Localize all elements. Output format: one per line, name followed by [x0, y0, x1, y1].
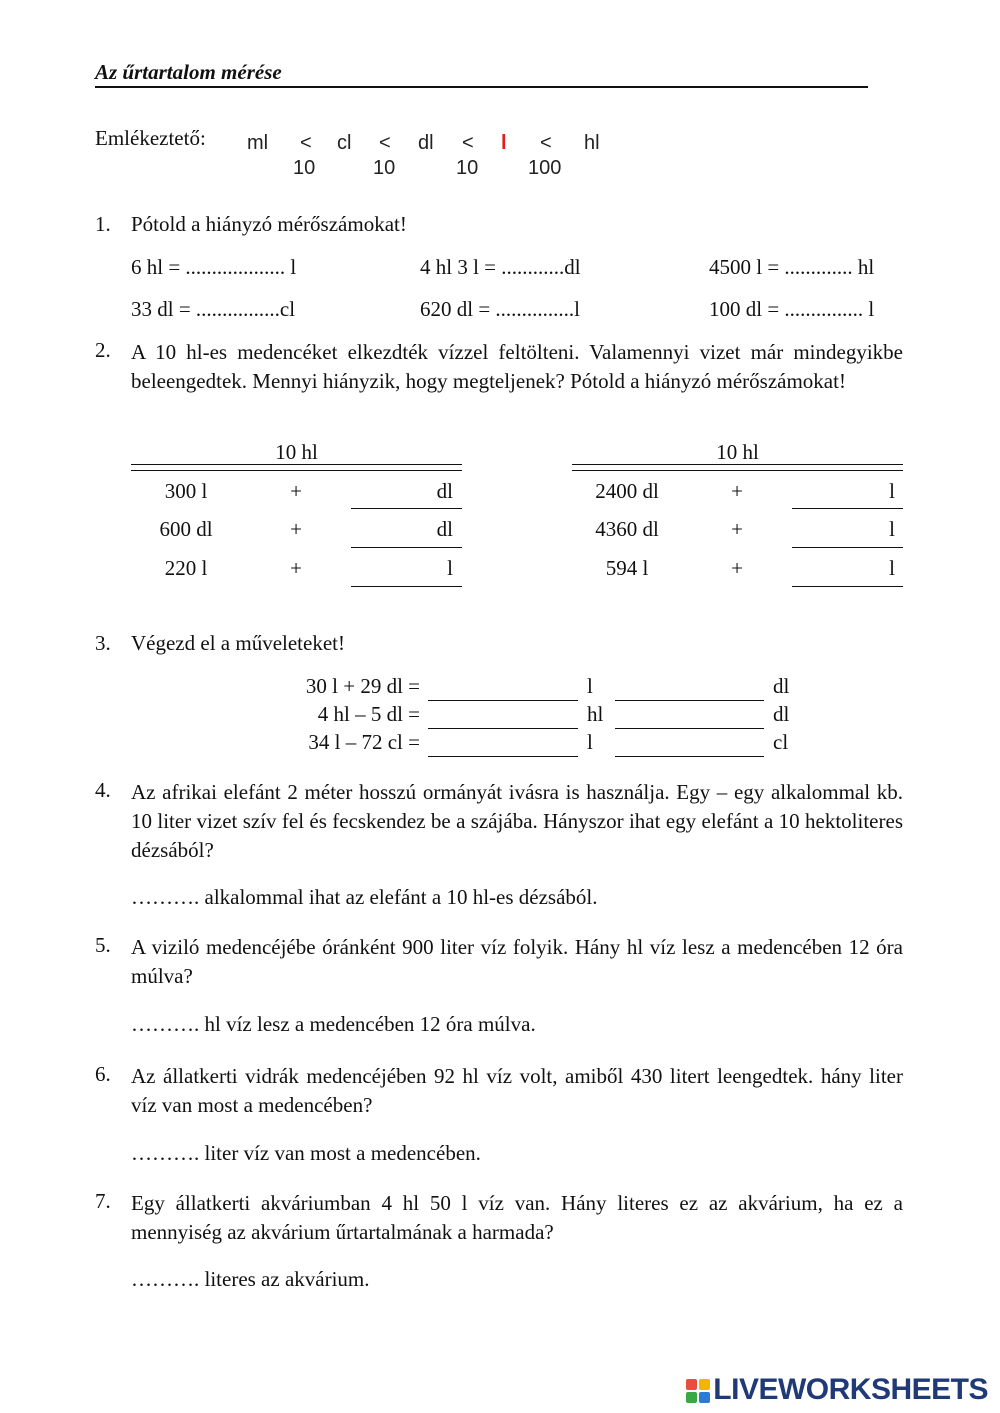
table-unit: dl [436, 479, 453, 503]
unit-cl: cl [337, 132, 352, 154]
unit: hl [587, 702, 604, 726]
q5-number: 5. [95, 933, 111, 957]
lt-sign: < [300, 132, 312, 154]
plus-sign: + [731, 517, 743, 541]
q1-number: 1. [95, 212, 111, 236]
q2-number: 2. [95, 338, 111, 362]
double-rule [131, 464, 462, 471]
factor: 10 [456, 157, 479, 179]
q6-answer: ………. liter víz van most a medencében. [131, 1141, 481, 1165]
q5-text: A viziló medencéjébe óránként 900 liter víz folyik. Hány hl víz lesz a medencében 12 óra múlva? [131, 935, 903, 988]
unit-ml: ml [247, 132, 269, 154]
table-header: 10 hl [716, 440, 759, 464]
unit-l-highlighted: l [501, 132, 507, 154]
lt-sign: < [462, 132, 474, 154]
q1-text: Pótold a hiányzó mérőszámokat! [131, 212, 407, 236]
unit-dl: dl [418, 132, 434, 154]
q1-item: 100 dl = ............... l [709, 297, 875, 321]
liveworksheets-logo[interactable] [686, 1373, 988, 1407]
answer-blank[interactable] [428, 756, 578, 757]
q1-item: 6 hl = ................... l [131, 255, 297, 279]
answer-blank[interactable] [792, 586, 903, 587]
factor: 100 [528, 157, 562, 179]
table-unit: l [889, 517, 895, 541]
table-cell: 594 l [605, 556, 649, 580]
q7-number: 7. [95, 1189, 111, 1213]
table-unit: dl [436, 517, 453, 541]
expression: 30 l + 29 dl = [305, 674, 420, 698]
expression: 34 l – 72 cl = [308, 730, 420, 754]
table-cell: 4360 dl [595, 517, 659, 541]
worksheet-title: Az űrtartalom mérése [95, 60, 868, 88]
table-unit: l [889, 556, 895, 580]
answer-blank[interactable] [792, 508, 903, 509]
q1-item: 620 dl = ...............l [420, 297, 581, 321]
q3-text: Végezd el a műveleteket! [131, 631, 345, 655]
q1-item: 4500 l = ............. hl [709, 255, 875, 279]
table-cell: 300 l [164, 479, 208, 503]
plus-sign: + [731, 556, 743, 580]
unit: dl [773, 674, 790, 698]
q6-number: 6. [95, 1062, 111, 1086]
q1-item: 4 hl 3 l = ............dl [420, 255, 581, 279]
q4-text: Az afrikai elefánt 2 méter hosszú ormányát ivásra is használja. Egy – egy alkalommal kb. 10 liter vizet szív fel és fecskendez be a szájába. Hányszor ihat egy elefánt a 10 hektoliteres dézsából? [131, 780, 903, 862]
unit: dl [773, 702, 790, 726]
table-cell: 2400 dl [595, 479, 659, 503]
q7-answer: ………. literes az akvárium. [131, 1267, 370, 1291]
unit: cl [773, 730, 789, 754]
unit: l [587, 730, 593, 754]
table-header: 10 hl [275, 440, 318, 464]
answer-blank[interactable] [615, 756, 764, 757]
answer-blank[interactable] [615, 700, 764, 701]
unit: l [587, 674, 593, 698]
answer-blank[interactable] [351, 547, 462, 548]
q7-text: Egy állatkerti akváriumban 4 hl 50 l víz van. Hány literes ez az akvárium, ha ez a mennyiség az akvárium űrtartalmának a harmada? [131, 1191, 903, 1244]
table-cell: 220 l [164, 556, 208, 580]
reminder-label: Emlékeztető: [95, 126, 206, 150]
answer-blank[interactable] [428, 728, 578, 729]
table-unit: l [447, 556, 453, 580]
q1-item: 33 dl = ................cl [131, 297, 296, 321]
answer-blank[interactable] [792, 547, 903, 548]
plus-sign: + [290, 556, 302, 580]
q3-number: 3. [95, 631, 111, 655]
table-unit: l [889, 479, 895, 503]
expression: 4 hl – 5 dl = [317, 702, 420, 726]
answer-blank[interactable] [351, 508, 462, 509]
logo-text: LIVEWORKSHEETS [713, 1373, 988, 1406]
answer-blank[interactable] [615, 728, 764, 729]
q4-number: 4. [95, 778, 111, 802]
answer-blank[interactable] [351, 586, 462, 587]
q5-answer: ………. hl víz lesz a medencében 12 óra múlva. [131, 1012, 536, 1036]
table-cell: 600 dl [159, 517, 213, 541]
q4-answer: ………. alkalommal ihat az elefánt a 10 hl-es dézsából. [131, 885, 598, 909]
plus-sign: + [290, 479, 302, 503]
lt-sign: < [379, 132, 391, 154]
lt-sign: < [540, 132, 552, 154]
q6-text: Az állatkerti vidrák medencéjében 92 hl víz volt, amiből 430 litert leengedtek. hány liter víz van most a medencében? [131, 1064, 903, 1117]
logo-icon [686, 1379, 710, 1403]
plus-sign: + [731, 479, 743, 503]
factor: 10 [373, 157, 396, 179]
answer-blank[interactable] [428, 700, 578, 701]
factor: 10 [293, 157, 316, 179]
unit-hl: hl [584, 132, 600, 154]
q2-text: A 10 hl-es medencéket elkezdték vízzel feltölteni. Valamennyi vizet már mindegyikbe beleengedtek. Mennyi hiányzik, hogy megteljenek? Pótold a hiányzó mérőszámokat! [131, 340, 903, 393]
double-rule [572, 464, 903, 471]
plus-sign: + [290, 517, 302, 541]
